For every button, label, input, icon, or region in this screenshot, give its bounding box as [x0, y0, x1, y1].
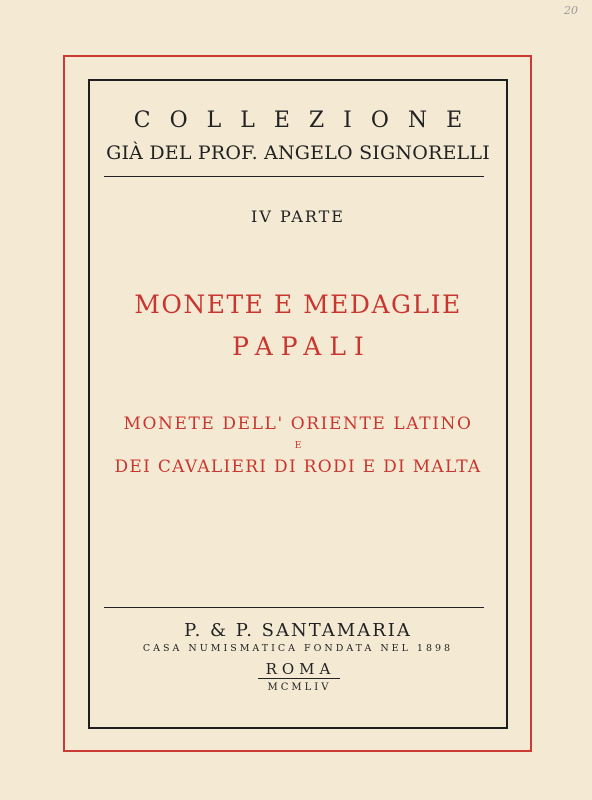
city-underline — [258, 678, 340, 679]
main-title-line1: MONETE E MEDAGLIE — [134, 290, 462, 319]
part-number: IV PARTE — [251, 207, 345, 226]
former-owner-line: GIÀ DEL PROF. ANGELO SIGNORELLI — [106, 142, 490, 164]
top-divider-rule — [104, 176, 484, 177]
publisher-name: P. & P. SANTAMARIA — [184, 620, 412, 641]
bottom-divider-rule — [104, 607, 484, 608]
publication-city: ROMA — [265, 660, 336, 678]
publication-year: MCMLIV — [267, 682, 332, 693]
publisher-tagline: CASA NUMISMATICA FONDATA NEL 1898 — [142, 643, 454, 654]
subtitle-line1: MONETE DELL' ORIENTE LATINO — [123, 414, 473, 434]
collection-heading: COLLEZIONE — [133, 108, 482, 133]
subtitle-conjunction: E — [294, 441, 302, 451]
main-title-line2: PAPALI — [232, 332, 372, 361]
handwritten-corner-note: 20 — [564, 4, 578, 17]
subtitle-line2: DEI CAVALIERI DI RODI E DI MALTA — [114, 457, 482, 477]
